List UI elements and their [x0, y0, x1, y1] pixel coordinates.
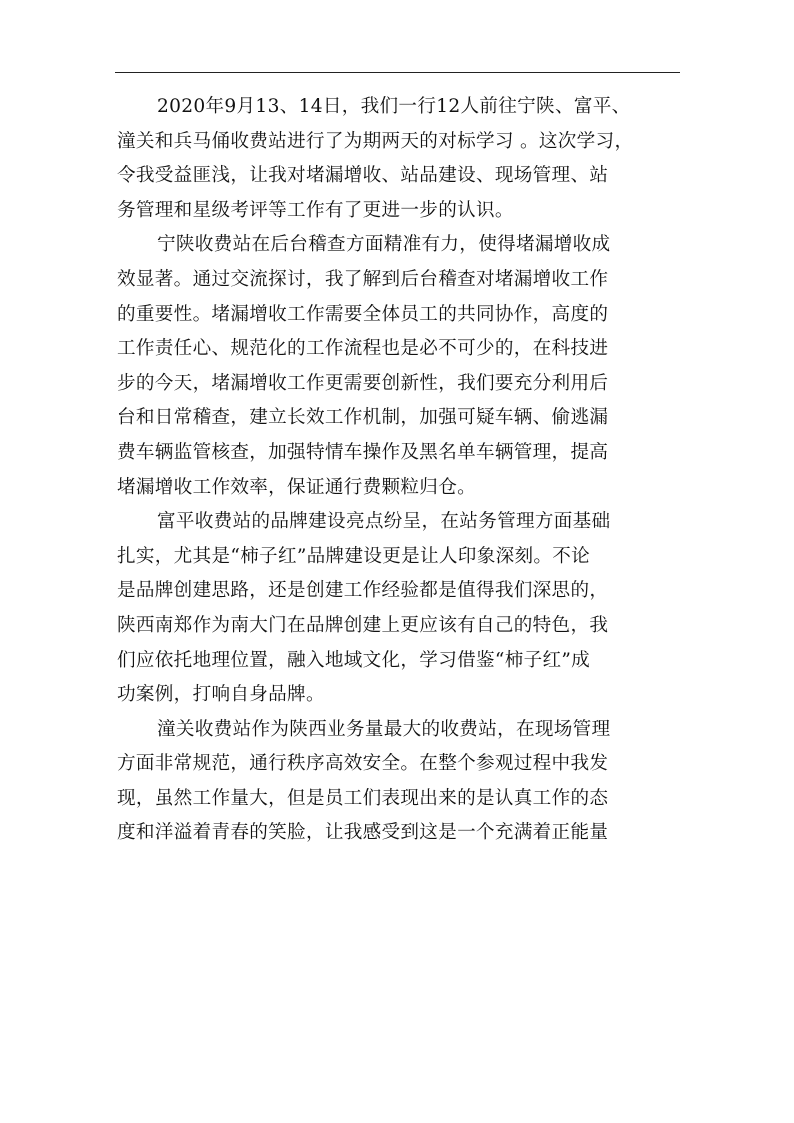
- text-line: 效显著。通过交流探讨，我了解到后台稽查对堵漏增收工作: [117, 268, 609, 290]
- text-line: 步的今天，堵漏增收工作更需要创新性，我们要充分利用后: [117, 372, 609, 394]
- paragraph-4: [117, 713, 680, 851]
- document-body: [117, 90, 680, 851]
- text-line: 费车辆监管核查，加强特情车操作及黑名单车辆管理，提高: [117, 441, 609, 463]
- text-line: 潼关和兵马俑收费站进行了为期两天的对标学习 。这次学习，: [117, 130, 634, 152]
- paragraph-3: [117, 505, 680, 713]
- paragraph-1: [117, 90, 680, 228]
- text-line: 宁陕收费站在后台稽查方面精准有力，使得堵漏增收成: [157, 234, 611, 256]
- text-line: 堵漏增收工作效率，保证通行费颗粒归仓。: [117, 476, 476, 498]
- text-line: 方面非常规范，通行秩序高效安全。在整个参观过程中我发: [117, 753, 609, 775]
- text-line: 的重要性。堵漏增收工作需要全体员工的共同协作，高度的: [117, 303, 609, 325]
- text-line: 务管理和星级考评等工作有了更进一步的认识。: [117, 199, 514, 221]
- text-line: 是品牌创建思路，还是创建工作经验都是值得我们深思的，: [117, 580, 609, 602]
- paragraph-2: [117, 228, 680, 505]
- text-line: 扎实，尤其是“柿子红”品牌建设更是让人印象深刻。不论: [117, 545, 591, 567]
- text-line: 现，虽然工作量大，但是员工们表现出来的是认真工作的态: [117, 787, 609, 809]
- text-line: 度和洋溢着青春的笑脸，让我感受到这是一个充满着正能量: [117, 822, 609, 844]
- text-line: 陕西南郑作为南大门在品牌创建上更应该有自己的特色，我: [117, 614, 609, 636]
- text-line: 2020年9月13、14日，我们一行12人前往宁陕、富平、: [157, 96, 631, 117]
- text-line: 潼关收费站作为陕西业务量最大的收费站，在现场管理: [157, 718, 611, 740]
- text-line: 们应依托地理位置，融入地域文化，学习借鉴“柿子红”成: [117, 649, 591, 671]
- text-line: 工作责任心、规范化的工作流程也是必不可少的，在科技进: [117, 338, 609, 360]
- text-line: 台和日常稽查，建立长效工作机制，加强可疑车辆、偷逃漏: [117, 407, 609, 429]
- text-line: 功案例，打响自身品牌。: [117, 684, 325, 706]
- text-line: 令我受益匪浅，让我对堵漏增收、站品建设、现场管理、站: [117, 165, 609, 187]
- text-line: 富平收费站的品牌建设亮点纷呈，在站务管理方面基础: [157, 511, 611, 533]
- header-rule: [115, 72, 680, 73]
